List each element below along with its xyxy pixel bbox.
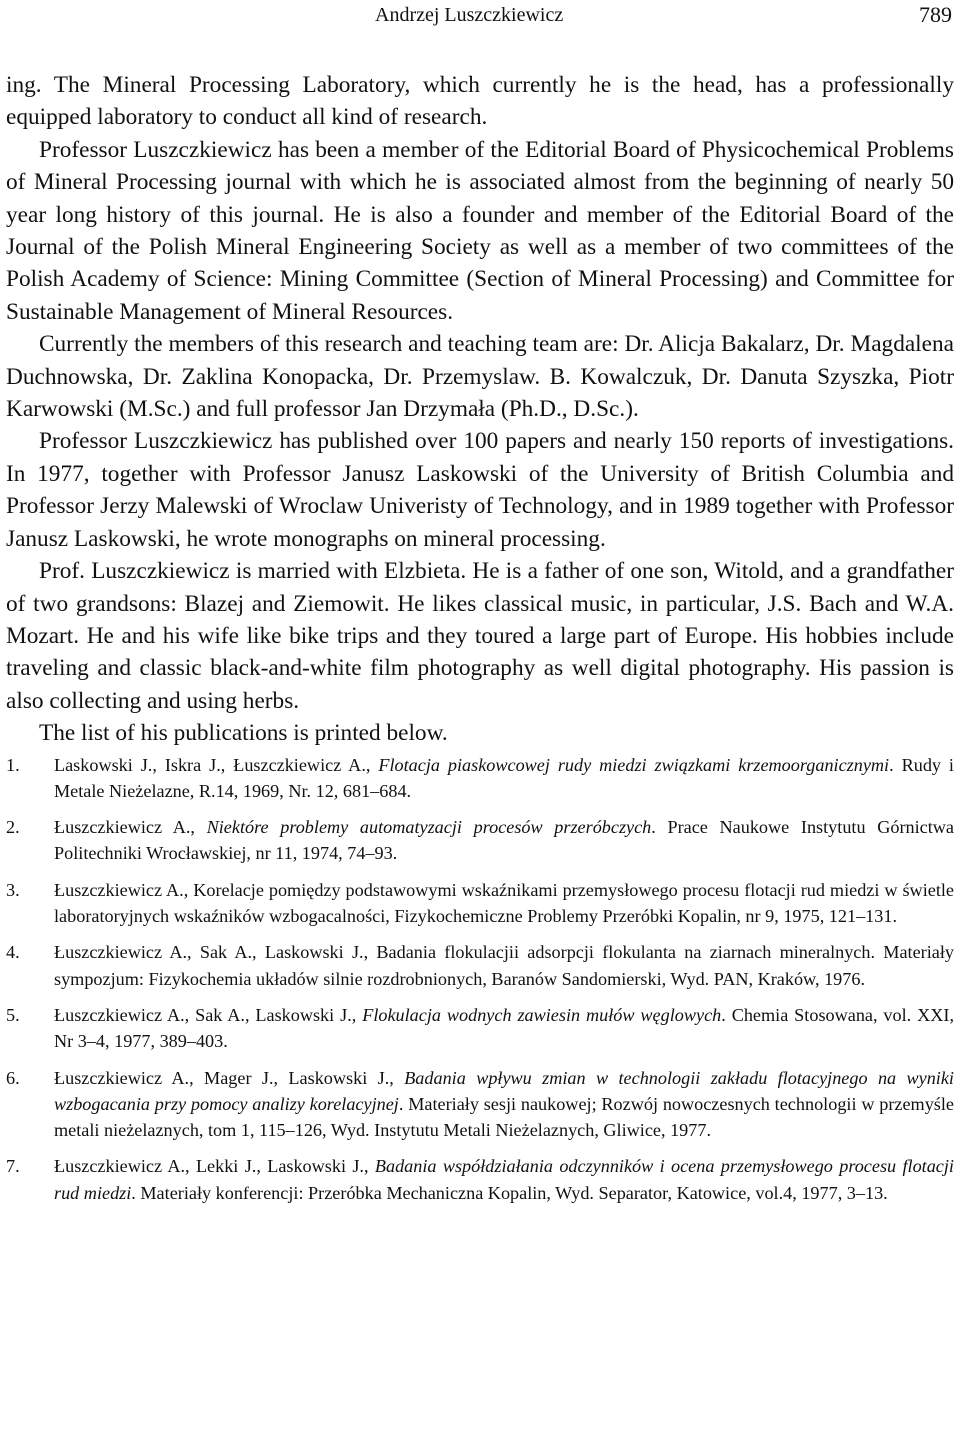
- body-paragraph: Professor Luszczkiewicz has been a member of the Editorial Board of Physicochemical Problems of Mineral Processing journal with which he is associated almost from the beginning of nearly 50 year long history of this journal. He is also a founder and member of the Editorial Board of the Journal of the Polish Mineral Engineering Society as well as a member of two committees of the Polish Academy of Science: Mining Committee (Section of Mineral Processing) and Committee for Sustainable Management of Mineral Resources.: [6, 136, 954, 325]
- running-head: Andrzej Luszczkiewicz: [375, 4, 564, 26]
- publication-authors: Łuszczkiewicz A.,: [54, 879, 194, 900]
- publication-list: [6, 752, 954, 1206]
- publication-authors: Łuszczkiewicz A.,: [54, 817, 207, 838]
- publication-source: . Chemia Stosowana, vol. XXI, Nr 3–4, 1977, 389–403.: [54, 1004, 955, 1052]
- publication-number: 3.: [6, 879, 20, 900]
- body-paragraph: Professor Luszczkiewicz has published over 100 papers and nearly 150 reports of investigations. In 1977, together with Professor Janusz Laskowski of the University of British Columbia and Professor Jerzy Malewski of Wroclaw Univeristy of Technology, and in 1989 together with Professor Janusz Laskowski, he wrote monographs on mineral processing.: [6, 428, 954, 552]
- publication-authors: Łuszczkiewicz A., Sak A., Laskowski J.,: [54, 1004, 363, 1025]
- publication-number: 1.: [6, 754, 20, 775]
- body-paragraph: Currently the members of this research and teaching team are: Dr. Alicja Bakalarz, Dr. Magdalena Duchnowska, Dr. Zaklina Konopacka, Dr. Przemyslaw. B. Kowalczuk, Dr. Danuta Szyszka, Piotr Karwowski (M.Sc.) and full professor Jan Drzymała (Ph.D., D.Sc.).: [6, 331, 954, 423]
- publication-source: . Prace Naukowe Instytutu Górnictwa Politechniki Wrocławskiej, nr 11, 1974, 74–93.: [54, 817, 954, 864]
- publication-authors: Łuszczkiewicz A., Lekki J., Laskowski J.,: [54, 1156, 375, 1177]
- body-paragraph: Prof. Luszczkiewicz is married with Elzbieta. He is a father of one son, Witold, and a grandfather of two grandsons: Blazej and Ziemowit. He likes classical music, in particular, J.S. Bach and W.A. Mozart. He and his wife like bike trips and they toured a large part of Europe. His hobbies include traveling and classic black-and-white film photography as well digital photography. His passion is also collecting and using herbs.: [6, 558, 954, 714]
- publication-source: . Materiały sesji naukowej; Rozwój nowoczesnych technologii w przemyśle metali nieżelaznych, tom 1, 115–126, Wyd. Instytutu Metali Nieżelaznych, Gliwice, 1977.: [54, 1093, 955, 1141]
- publications-intro: The list of his publications is printed below.: [39, 720, 448, 747]
- publication-number: 7.: [6, 1156, 20, 1177]
- publication-item: [6, 939, 954, 992]
- page-body: [6, 69, 954, 1216]
- publication-title: Flokulacja wodnych zawiesin mułów węglowych: [362, 1004, 722, 1025]
- publication-number: 6.: [6, 1067, 20, 1088]
- publication-source: . Materiały konferencji: Przeróbka Mechaniczna Kopalin, Wyd. Separator, Katowice, vol.4, 1977, 3–13.: [131, 1182, 888, 1203]
- publication-source: Badania flokulacjii adsorpcji flokulanta na ziarnach mineralnych. Materiały sympozjum: Fizykochemia układów silnie rozdrobnionych, Baranów Sandomierski, Wyd. PAN, Kraków, 1976.: [54, 942, 954, 989]
- publication-number: 4.: [6, 942, 20, 963]
- publication-source: Korelacje pomiędzy podstawowymi wskaźnikami przemysłowego procesu flotacji rud miedzi w świetle laboratoryjnych wskaźników wzbogacalności, Fizykochemiczne Problemy Przeróbki Kopalin, nr 9, 1975, 121–131.: [54, 879, 954, 927]
- publication-number: 2.: [6, 817, 20, 838]
- publication-item: [6, 877, 954, 930]
- publication-item: [6, 1153, 954, 1206]
- body-paragraph: ing. The Mineral Processing Laboratory, which currently he is the head, has a professionally equipped laboratory to conduct all kind of research.: [6, 72, 954, 131]
- page-header: [0, 0, 960, 40]
- publication-title: Badania współdziałania odczynników i ocena przemysłowego procesu flotacji rud miedzi: [54, 1156, 954, 1203]
- publication-number: 5.: [6, 1004, 20, 1025]
- publication-item: [6, 752, 954, 805]
- publication-authors: Łuszczkiewicz A., Sak A., Laskowski J.,: [54, 942, 377, 963]
- publication-source: . Rudy i Metale Nieżelazne, R.14, 1969, Nr. 12, 681–684.: [54, 754, 954, 801]
- publication-title: Flotacja piaskowcowej rudy miedzi związkami krzemoorganicznymi: [378, 754, 890, 775]
- publication-title: Badania wpływu zmian w technologii zakładu flotacyjnego na wyniki wzbogacania przy pomocy analizy korelacyjnej: [54, 1067, 954, 1114]
- page-number: 789: [919, 2, 952, 27]
- publication-title: Niektóre problemy automatyzacji procesów przeróbczych: [206, 817, 652, 838]
- publication-authors: Laskowski J., Iskra J., Łuszczkiewicz A.,: [54, 754, 379, 775]
- publication-item: [6, 814, 954, 867]
- publication-authors: Łuszczkiewicz A., Mager J., Laskowski J.,: [54, 1067, 405, 1088]
- publication-item: [6, 1002, 954, 1055]
- publication-item: [6, 1065, 954, 1144]
